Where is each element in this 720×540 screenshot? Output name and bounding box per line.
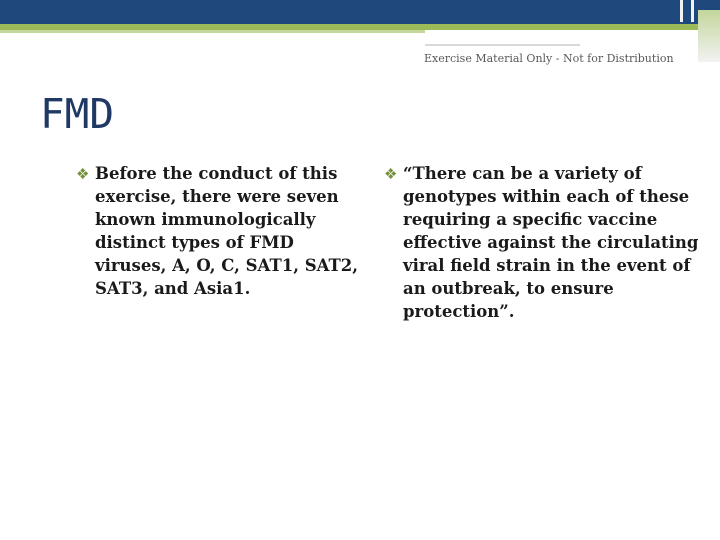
distribution-note: Exercise Material Only - Not for Distribution bbox=[424, 52, 674, 65]
bullet-text: Before the conduct of this exercise, there were seven known immunologically distinct types of FMD viruses, A, O, C, SAT1, SAT2, SAT3, and Asia1. bbox=[95, 164, 359, 298]
right-column bbox=[384, 162, 709, 323]
corner-decoration bbox=[698, 10, 720, 62]
header-divider bbox=[691, 0, 694, 22]
accent-bar-light bbox=[0, 30, 425, 33]
slide-title: FMD bbox=[40, 90, 115, 138]
header-divider bbox=[680, 0, 683, 22]
bullet-item bbox=[76, 162, 366, 300]
header-rule bbox=[425, 44, 580, 46]
bullet-text: “There can be a variety of genotypes within each of these requiring a specific vaccine effective against the circulating viral field strain in the event of an outbreak, to ensure protection”. bbox=[403, 164, 699, 321]
header-band bbox=[0, 0, 720, 24]
diamond-bullet-icon: ❖ bbox=[76, 165, 90, 183]
left-column bbox=[76, 162, 366, 300]
diamond-bullet-icon: ❖ bbox=[384, 165, 398, 183]
bullet-item bbox=[384, 162, 709, 323]
